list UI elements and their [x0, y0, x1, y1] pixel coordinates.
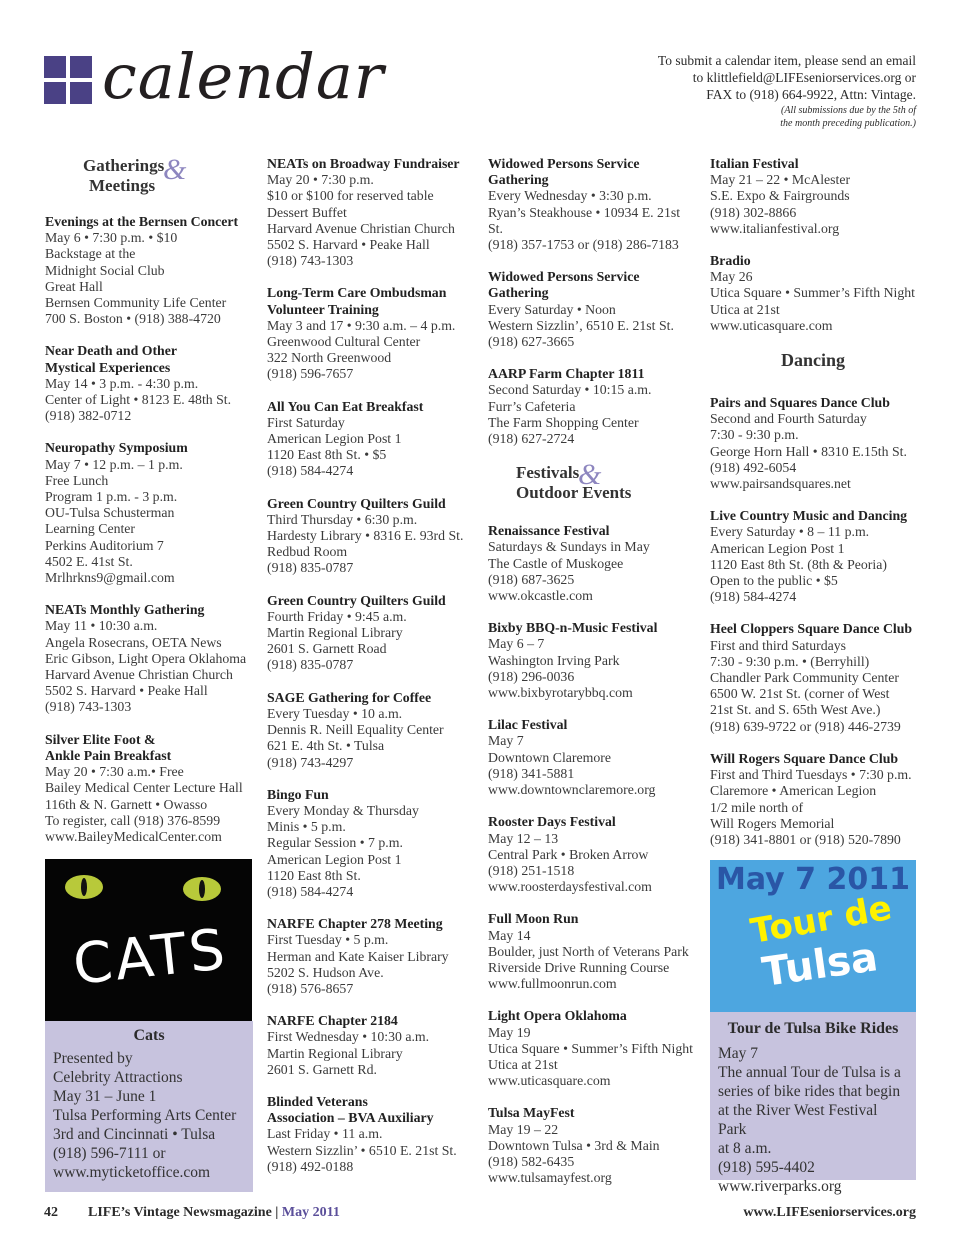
event-title: Light Opera Oklahoma [488, 1008, 627, 1024]
event-detail: www.tulsamayfest.org [488, 1170, 612, 1186]
tour-detail-line: at the River West Festival Park [718, 1102, 878, 1139]
event-entry [488, 911, 698, 992]
event-detail: (918) 743-1303 [45, 699, 132, 715]
section-heading-festivals [488, 458, 698, 511]
cats-detail-line: Celebrity Attractions [53, 1069, 183, 1087]
event-detail: Regular Session • 7 p.m. [267, 835, 403, 851]
event-detail: Greenwood Cultural Center [267, 334, 421, 350]
event-title: All You Can Eat Breakfast [267, 398, 424, 414]
event-detail: American Legion Post 1 [267, 431, 402, 447]
event-detail: Utica Square • Summer’s Fifth Night [710, 285, 915, 301]
event-detail: Downtown Tulsa • 3rd & Main [488, 1137, 660, 1153]
event-title: Widowed Persons Service Gathering [488, 269, 640, 301]
event-entry [488, 156, 698, 253]
event-title: Heel Cloppers Square Dance Club [710, 621, 913, 637]
event-detail: May 20 • 7:30 p.m. [267, 172, 374, 188]
event-detail: Utica at 21st [710, 301, 780, 317]
event-detail: 1/2 mile north of [710, 799, 804, 815]
event-detail: (918) 743-4297 [267, 754, 354, 770]
event-detail: Angela Rosecrans, OETA News [45, 634, 222, 650]
magazine-name [88, 1205, 340, 1221]
event-detail: May 12 – 13 [488, 830, 559, 846]
event-detail: The Farm Shopping Center [488, 414, 639, 430]
tour-detail-line: (918) 595-4402 [718, 1159, 815, 1177]
event-title: Silver Elite Foot & [45, 731, 156, 747]
event-list [45, 214, 253, 845]
event-detail: Center of Light • 8123 E. 48th St. [45, 392, 232, 408]
event-detail: www.fullmoonrun.com [488, 976, 617, 992]
event-detail: (918) 639-9722 or (918) 446-2739 [710, 718, 901, 734]
event-detail: Dessert Buffet [267, 204, 347, 220]
section-heading-line: Festivals [516, 463, 580, 483]
section-heading-dancing: Dancing [780, 350, 845, 371]
event-detail: (918) 687-3625 [488, 571, 575, 587]
event-detail: (918) 584-4274 [267, 883, 354, 899]
event-detail: May 7 [488, 733, 524, 749]
event-detail: Utica at 21st [488, 1056, 558, 1072]
event-detail: 621 E. 4th St. • Tulsa [267, 738, 385, 754]
event-detail: 1120 East 8th St. (8th & Peoria) [710, 556, 887, 572]
event-detail: Bailey Medical Center Lecture Hall [45, 780, 243, 796]
event-detail: (918) 584-4274 [710, 589, 797, 605]
event-entry [267, 690, 472, 771]
event-title: Near Death and Other [45, 343, 177, 359]
cats-detail-line: May 31 – June 1 [53, 1088, 157, 1106]
event-entry [710, 156, 916, 237]
event-detail: 116th & N. Garnett • Owasso [45, 796, 208, 812]
submit-line: To submit a calendar item, please send an email [657, 53, 916, 68]
event-detail: 5502 S. Harvard • Peake Hall [45, 683, 208, 699]
event-entry [488, 269, 698, 350]
event-entry [267, 156, 472, 269]
event-detail: Every Monday & Thursday [267, 802, 419, 818]
event-detail: Western Sizzlin’, 6510 E. 21st St. [488, 317, 674, 333]
event-detail: Ryan’s Steakhouse • 10934 E. 21st St. [488, 204, 681, 236]
event-entry [267, 496, 472, 577]
cats-detail-line: www.myticketoffice.com [53, 1164, 211, 1182]
event-entry [710, 508, 916, 605]
cats-info-box [45, 1021, 253, 1192]
event-detail: Learning Center [45, 521, 136, 537]
event-detail: OU-Tulsa Schusterman [45, 505, 175, 521]
event-detail: Mrlhrkns9@gmail.com [45, 570, 175, 586]
event-title: Bradio [710, 253, 751, 269]
event-detail: Riverside Drive Running Course [488, 959, 670, 975]
event-detail: Boulder, just North of Veterans Park [488, 943, 689, 959]
event-list [488, 523, 698, 1186]
cats-promo [45, 859, 253, 1192]
event-entry [488, 717, 698, 798]
event-title: NARFE Chapter 278 Meeting [267, 916, 443, 932]
event-detail: First and third Saturdays [710, 637, 847, 653]
cats-detail-line: Tulsa Performing Arts Center [53, 1107, 237, 1125]
event-detail: Program 1 p.m. - 3 p.m. [45, 489, 178, 505]
event-entry [488, 620, 698, 701]
event-detail: (918) 492-0188 [267, 1158, 354, 1174]
event-detail: (918) 492-6054 [710, 459, 797, 475]
submit-line: to klittlefield@LIFEseniorservices.org or [692, 70, 916, 85]
ampersand-ornament: & [163, 153, 187, 186]
event-title: Blinded Veterans [267, 1093, 368, 1109]
event-detail: The Castle of Muskogee [488, 555, 624, 571]
event-entry [267, 285, 472, 382]
event-entry [267, 787, 472, 900]
column-1 [45, 153, 253, 1192]
event-title: Lilac Festival [488, 717, 568, 733]
event-detail: www.italianfestival.org [710, 220, 840, 236]
event-detail: Second Saturday • 10:15 a.m. [488, 382, 652, 398]
event-detail: First and Third Tuesdays • 7:30 p.m. [710, 767, 912, 783]
tour-title: Tour de Tulsa Bike Rides [727, 1020, 899, 1038]
column-4 [710, 156, 916, 1196]
event-title: Bingo Fun [267, 786, 329, 802]
page-header [44, 40, 916, 144]
event-entry [710, 621, 916, 734]
event-title: Green Country Quilters Guild [267, 592, 446, 608]
event-detail: Perkins Auditorium 7 [45, 537, 164, 553]
event-title: Evenings at the Bernsen Concert [45, 214, 239, 229]
event-detail: Western Sizzlin’ • 6510 E. 21st St. [267, 1142, 457, 1158]
event-entry [45, 602, 253, 715]
event-detail: Claremore • American Legion [710, 783, 877, 799]
tour-de-tulsa-image [710, 860, 916, 1012]
tour-details [718, 1044, 908, 1196]
logo-squares-icon [44, 56, 92, 104]
event-detail: 4502 E. 41st St. [45, 553, 133, 569]
event-title: Green Country Quilters Guild [267, 495, 446, 511]
submit-deadline-line: the month preceding publication.) [780, 118, 916, 129]
event-detail: (918) 627-3665 [488, 334, 575, 350]
event-title: Neuropathy Symposium [45, 440, 188, 456]
event-detail: 6500 W. 21st St. (corner of West [710, 686, 890, 702]
event-title: Ankle Pain Breakfast [45, 747, 172, 763]
event-detail: Backstage at the [45, 246, 136, 262]
event-detail: Hardesty Library • 8316 E. 93rd St. [267, 528, 464, 544]
event-title: Full Moon Run [488, 911, 579, 927]
event-entry [710, 751, 916, 848]
event-entry [45, 440, 253, 586]
event-title: Widowed Persons Service Gathering [488, 156, 640, 188]
event-detail: Every Saturday • 8 – 11 p.m. [710, 524, 870, 540]
event-title: Will Rogers Square Dance Club [710, 750, 899, 766]
event-detail: May 19 [488, 1024, 531, 1040]
event-title: Rooster Days Festival [488, 814, 616, 830]
event-detail: www.bixbyrotarybbq.com [488, 685, 633, 701]
event-detail: 2601 S. Garnett Road [267, 641, 387, 657]
event-detail: First Wednesday • 10:30 a.m. [267, 1029, 430, 1045]
event-entry [710, 395, 916, 492]
page-title: calendar [102, 40, 385, 113]
event-title: SAGE Gathering for Coffee [267, 689, 432, 705]
event-entry [488, 366, 698, 447]
cats-detail-line: (918) 596-7111 or [53, 1145, 166, 1163]
event-list [710, 395, 916, 848]
page-number: 42 [44, 1205, 58, 1220]
event-detail: Third Thursday • 6:30 p.m. [267, 511, 418, 527]
event-entry [267, 1094, 472, 1175]
event-detail: Every Wednesday • 3:30 p.m. [488, 188, 652, 204]
event-title: NEATs on Broadway Fundraiser [267, 156, 460, 171]
event-title: Long-Term Care Ombudsman [267, 285, 447, 301]
event-entry [267, 1013, 472, 1078]
event-detail: (918) 596-7657 [267, 366, 354, 382]
event-detail: Martin Regional Library [267, 1045, 403, 1061]
event-detail: May 20 • 7:30 a.m.• Free [45, 764, 184, 780]
event-detail: May 7 • 12 p.m. – 1 p.m. [45, 456, 183, 472]
tour-promo [710, 860, 916, 1196]
magazine-title: LIFE’s Vintage Newsmagazine | [88, 1205, 282, 1220]
event-detail: (918) 341-5881 [488, 765, 575, 781]
event-detail: Every Tuesday • 10 a.m. [267, 705, 403, 721]
event-detail: Herman and Kate Kaiser Library [267, 948, 449, 964]
event-detail: Washington Irving Park [488, 652, 620, 668]
tour-detail-line: series of bike rides that begin [718, 1083, 901, 1101]
event-title: Tulsa MayFest [488, 1105, 575, 1121]
event-entry [45, 343, 253, 424]
event-detail: Central Park • Broken Arrow [488, 846, 649, 862]
event-entry [488, 1008, 698, 1089]
tour-image-label: Tulsa [759, 934, 881, 996]
event-detail: Redbud Room [267, 544, 348, 560]
ampersand-ornament: & [578, 458, 602, 492]
cat-eye-icon [183, 877, 221, 901]
footer-url: www.LIFEseniorservices.org [743, 1205, 916, 1220]
event-title: NARFE Chapter 2184 [267, 1013, 398, 1029]
event-title: Renaissance Festival [488, 523, 610, 539]
event-detail: 5502 S. Harvard • Peake Hall [267, 237, 430, 253]
event-detail: www.roosterdaysfestival.com [488, 879, 652, 895]
tour-image-label: Tour de [747, 888, 895, 953]
event-detail: 1120 East 8th St. [267, 867, 361, 883]
event-detail: Furr’s Cafeteria [488, 398, 576, 414]
event-detail: May 19 – 22 [488, 1121, 559, 1137]
section-heading-line: Meetings [89, 176, 156, 195]
event-title: Italian Festival [710, 156, 799, 171]
event-detail: (918) 296-0036 [488, 668, 575, 684]
event-detail: Free Lunch [45, 472, 109, 488]
event-list [488, 156, 698, 447]
event-entry [267, 593, 472, 674]
cats-image [45, 859, 252, 1021]
event-detail: Martin Regional Library [267, 625, 403, 641]
tour-detail-line: The annual Tour de Tulsa is a [718, 1064, 901, 1082]
issue-month: May 2011 [281, 1205, 340, 1220]
cats-details [53, 1049, 245, 1182]
event-detail: (918) 627-2724 [488, 431, 575, 447]
event-title: NEATs Monthly Gathering [45, 602, 205, 618]
cats-logo: CATS [70, 917, 231, 999]
tour-detail-line: at 8 a.m. [718, 1140, 772, 1158]
event-title: Association – BVA Auxiliary [267, 1110, 434, 1126]
event-detail: www.okcastle.com [488, 588, 593, 604]
submit-line: FAX to (918) 664-9922, Attn: Vintage. [706, 87, 916, 102]
event-title: Volunteer Training [267, 301, 379, 317]
event-detail: (918) 357-1753 or (918) 286-7183 [488, 237, 679, 253]
event-detail: S.E. Expo & Fairgrounds [710, 188, 850, 204]
event-detail: (918) 835-0787 [267, 657, 354, 673]
submit-deadline [616, 104, 916, 130]
event-detail: (918) 251-1518 [488, 862, 575, 878]
event-title: Bixby BBQ-n-Music Festival [488, 620, 658, 636]
event-detail: Chandler Park Community Center [710, 670, 899, 686]
cats-detail-line: Presented by [53, 1050, 133, 1068]
event-detail: May 3 and 17 • 9:30 a.m. – 4 p.m. [267, 317, 456, 333]
event-detail: First Saturday [267, 414, 345, 430]
cats-title: Cats [133, 1027, 165, 1045]
event-entry [45, 732, 253, 845]
event-detail: 1120 East 8th St. • $5 [267, 447, 387, 463]
event-detail: Second and Fourth Saturday [710, 411, 867, 427]
event-title: Pairs and Squares Dance Club [710, 395, 890, 411]
column-2 [267, 156, 472, 1191]
event-detail: (918) 743-1303 [267, 253, 354, 269]
event-detail: May 11 • 10:30 a.m. [45, 618, 158, 634]
event-detail: First Tuesday • 5 p.m. [267, 932, 389, 948]
event-entry [267, 399, 472, 480]
event-entry [710, 253, 916, 334]
event-detail: Fourth Friday • 9:45 a.m. [267, 608, 407, 624]
event-detail: www.downtownclaremore.org [488, 782, 656, 798]
event-detail: (918) 576-8657 [267, 980, 354, 996]
event-detail: Downtown Claremore [488, 749, 611, 765]
event-detail: www.pairsandsquares.net [710, 476, 851, 492]
event-detail: Utica Square • Summer’s Fifth Night [488, 1040, 693, 1056]
event-detail: Dennis R. Neill Equality Center [267, 722, 444, 738]
event-detail: (918) 382-0712 [45, 408, 132, 424]
event-detail: May 14 [488, 927, 531, 943]
event-detail: www.uticasquare.com [488, 1073, 611, 1089]
event-detail: www.BaileyMedicalCenter.com [45, 828, 222, 844]
event-detail: Will Rogers Memorial [710, 815, 835, 831]
event-detail: Saturdays & Sundays in May [488, 539, 650, 555]
tour-detail-line: www.riverparks.org [718, 1178, 842, 1196]
event-detail: Midnight Social Club [45, 262, 165, 278]
section-heading-line: Outdoor Events [516, 483, 632, 503]
event-detail: 322 North Greenwood [267, 350, 392, 366]
event-detail: Eric Gibson, Light Opera Oklahoma [45, 650, 247, 666]
event-title: Live Country Music and Dancing [710, 508, 908, 524]
event-detail: American Legion Post 1 [710, 540, 845, 556]
event-detail: May 14 • 3 p.m. - 4:30 p.m. [45, 375, 199, 391]
event-detail: (918) 341-8801 or (918) 520-7890 [710, 831, 901, 847]
event-detail: Great Hall [45, 278, 103, 294]
submit-note [616, 52, 916, 130]
event-detail: May 6 – 7 [488, 636, 545, 652]
event-detail: 5202 S. Hudson Ave. [267, 964, 384, 980]
submit-deadline-line: (All submissions due by the 5th of [781, 105, 916, 116]
event-detail: George Horn Hall • 8310 E.15th St. [710, 443, 907, 459]
event-detail: www.uticasquare.com [710, 317, 833, 333]
tour-detail-line: May 7 [718, 1045, 759, 1063]
event-detail: 7:30 - 9:30 p.m. [710, 427, 799, 443]
column-3 [488, 156, 698, 1202]
event-detail: 700 S. Boston • (918) 388-4720 [45, 311, 221, 327]
event-detail: Last Friday • 11 a.m. [267, 1126, 383, 1142]
event-detail: (918) 835-0787 [267, 560, 354, 576]
event-detail: May 6 • 7:30 p.m. • $10 [45, 230, 178, 246]
event-detail: Open to the public • $5 [710, 573, 838, 589]
cat-eye-icon [65, 875, 103, 899]
event-entry [488, 814, 698, 895]
page-footer [44, 1205, 916, 1225]
event-detail: 2601 S. Garnett Rd. [267, 1061, 377, 1077]
event-entry [267, 916, 472, 997]
event-detail: Minis • 5 p.m. [267, 819, 346, 835]
event-detail: May 26 [710, 269, 753, 285]
event-detail: (918) 582-6435 [488, 1153, 575, 1169]
event-entry [488, 523, 698, 604]
event-detail: Bernsen Community Life Center [45, 295, 227, 311]
event-detail: 21st St. and S. 65th West Ave.) [710, 702, 881, 718]
event-list [267, 156, 472, 1175]
event-entry [488, 1105, 698, 1186]
event-detail: $10 or $100 for reserved table [267, 188, 434, 204]
event-list [710, 156, 916, 334]
event-detail: American Legion Post 1 [267, 851, 402, 867]
event-title: AARP Farm Chapter 1811 [488, 366, 645, 382]
event-detail: Every Saturday • Noon [488, 301, 616, 317]
tour-info-box [710, 1012, 916, 1196]
event-detail: (918) 584-4274 [267, 463, 354, 479]
section-heading-gatherings [45, 153, 253, 202]
event-detail: Harvard Avenue Christian Church [267, 220, 455, 236]
event-detail: (918) 302-8866 [710, 204, 797, 220]
event-detail: May 21 – 22 • McAlester [710, 172, 851, 188]
event-detail: Harvard Avenue Christian Church [45, 667, 233, 683]
tour-image-date: May 7 2011 [716, 862, 910, 898]
event-detail: To register, call (918) 376-8599 [45, 812, 221, 828]
event-title: Mystical Experiences [45, 359, 171, 375]
cats-detail-line: 3rd and Cincinnati • Tulsa [53, 1126, 216, 1144]
event-detail: 7:30 - 9:30 p.m. • (Berryhill) [710, 653, 870, 669]
event-entry [45, 214, 253, 327]
section-heading-line: Gatherings [83, 156, 165, 175]
